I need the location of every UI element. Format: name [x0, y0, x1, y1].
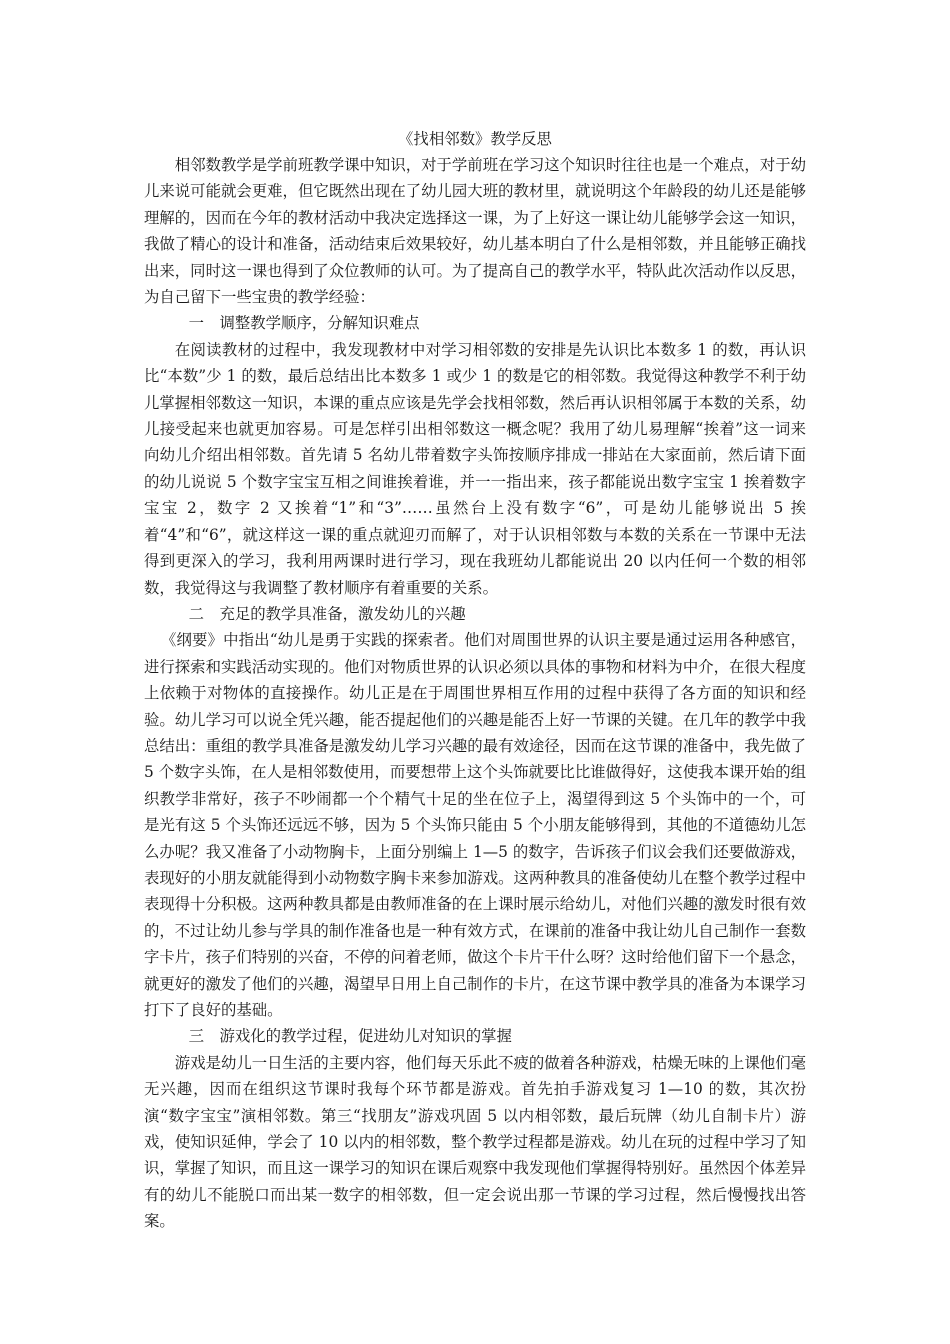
document-page: [144, 126, 806, 1235]
section-heading-1: 一 调整教学顺序，分解知识难点: [188, 314, 420, 333]
section-heading-2: 二 充足的教学具准备，激发幼儿的兴趣: [188, 604, 466, 623]
section-body-1: 在阅读教材的过程中，我发现教材中对学习相邻数的安排是先认识比本数多 1 的数，再认识比“本数”少 1 的数，最后总结出比本数多 1 或少 1 的数是它的相邻数。我觉得这种教学不利于幼儿掌握相邻数这一知识，本课的重点应该是先学会找相邻数，然后再认识相邻属于本数的关系，幼儿接受起来也就更加容易。可是怎样引出相邻数这一概念呢？我用了幼儿易理解“挨着”这一词来向幼儿介绍出相邻数。首先请 5 名幼儿带着数字头饰按顺序排成一排站在大家面前，然后请下面的幼儿说说 5 个数字宝宝互相之间谁挨着谁，并一一指出来，孩子都能说出数字宝宝 1 挨着数字宝宝 2，数字 2 又挨着“1”和“3”……虽然台上没有数字“6”，可是幼儿能够说出 5 挨着“4”和“6”，就这样这一课的重点就迎刃而解了，对于认识相邻数与本数的关系在一节课中无法得到更深入的学习，我利用两课时进行学习，现在我班幼儿都能说出 20 以内任何一个数的相邻数，我觉得这与我调整了教材顺序有着重要的关系。: [144, 340, 806, 597]
section-heading-3: 三 游戏化的教学过程，促进幼儿对知识的掌握: [188, 1027, 512, 1046]
section-body-3: 游戏是幼儿一日生活的主要内容，他们每天乐此不疲的做着各种游戏，枯燥无味的上课他们毫无兴趣，因而在组织这节课时我每个环节都是游戏。首先拍手游戏复习 1—10 的数，其次扮演“数字宝宝”演相邻数。第三“找朋友”游戏巩固 5 以内相邻数，最后玩牌（幼儿自制卡片）游戏，使知识延伸，学会了 10 以内的相邻数，整个教学过程都是游戏。幼儿在玩的过程中学习了知识，掌握了知识，而且这一课学习的知识在课后观察中我发现他们掌握得特别好。虽然因个体差异有的幼儿不能脱口而出某一数字的相邻数，但一定会说出那一节课的学习过程，然后慢慢找出答案。: [144, 1053, 806, 1231]
intro-paragraph: 相邻数教学是学前班教学课中知识，对于学前班在学习这个知识时往往也是一个难点，对于幼儿来说可能就会更难，但它既然出现在了幼儿园大班的教材里，就说明这个年龄段的幼儿还是能够理解的，因而在今年的教材活动中我决定选择这一课，为了上好这一课让幼儿能够学会这一知识，我做了精心的设计和准备，活动结束后效果较好，幼儿基本明白了什么是相邻数，并且能够正确找出来，同时这一课也得到了众位教师的认可。为了提高自己的教学水平，特队此次活动作以反思，为自己留下一些宝贵的教学经验：: [144, 156, 806, 307]
section-body-2: 《纲要》中指出“幼儿是勇于实践的探索者。他们对周围世界的认识主要是通过运用各种感官，进行探索和实践活动实现的。他们对物质世界的认识必须以具体的事物和材料为中介，在很大程度上依赖于对物体的直接操作。幼儿正是在于周围世界相互作用的过程中获得了各方面的知识和经验。幼儿学习可以说全凭兴趣，能否提起他们的兴趣是能否上好一节课的关键。在几年的教学中我总结出：重组的教学具准备是激发幼儿学习兴趣的最有效途径，因而在这节课的准备中，我先做了 5 个数字头饰，在人是相邻数使用，而要想带上这个头饰就要比比谁做得好，这使我本课开始的组织教学非常好，孩子不吵闹都一个个精气十足的坐在位子上，渴望得到这 5 个头饰中的一个，可是光有这 5 个头饰还远远不够，因为 5 个头饰只能由 5 个小朋友能够得到，其他的不道德幼儿怎么办呢？我又准备了小动物胸卡，上面分别编上 1—5 的数字，告诉孩子们议会我们还要做游戏，表现好的小朋友就能得到小动物数字胸卡来参加游戏。这两种教具的准备使幼儿在整个教学过程中表现得十分积极。这两种教具都是由教师准备的在上课时展示给幼儿，对他们兴趣的激发时很有效的，不过让幼儿参与学具的制作准备也是一种有效方式，在课前的准备中我让幼儿自己制作一套数字卡片，孩子们特别的兴奋，不停的问着老师，做这个卡片干什么呀？这时给他们留下一个悬念，就更好的激发了他们的兴趣，渴望早日用上自己制作的卡片，在这节课中教学具的准备为本课学习打下了良好的基础。: [144, 631, 806, 1019]
document-title: 《找相邻数》教学反思: [398, 130, 552, 148]
